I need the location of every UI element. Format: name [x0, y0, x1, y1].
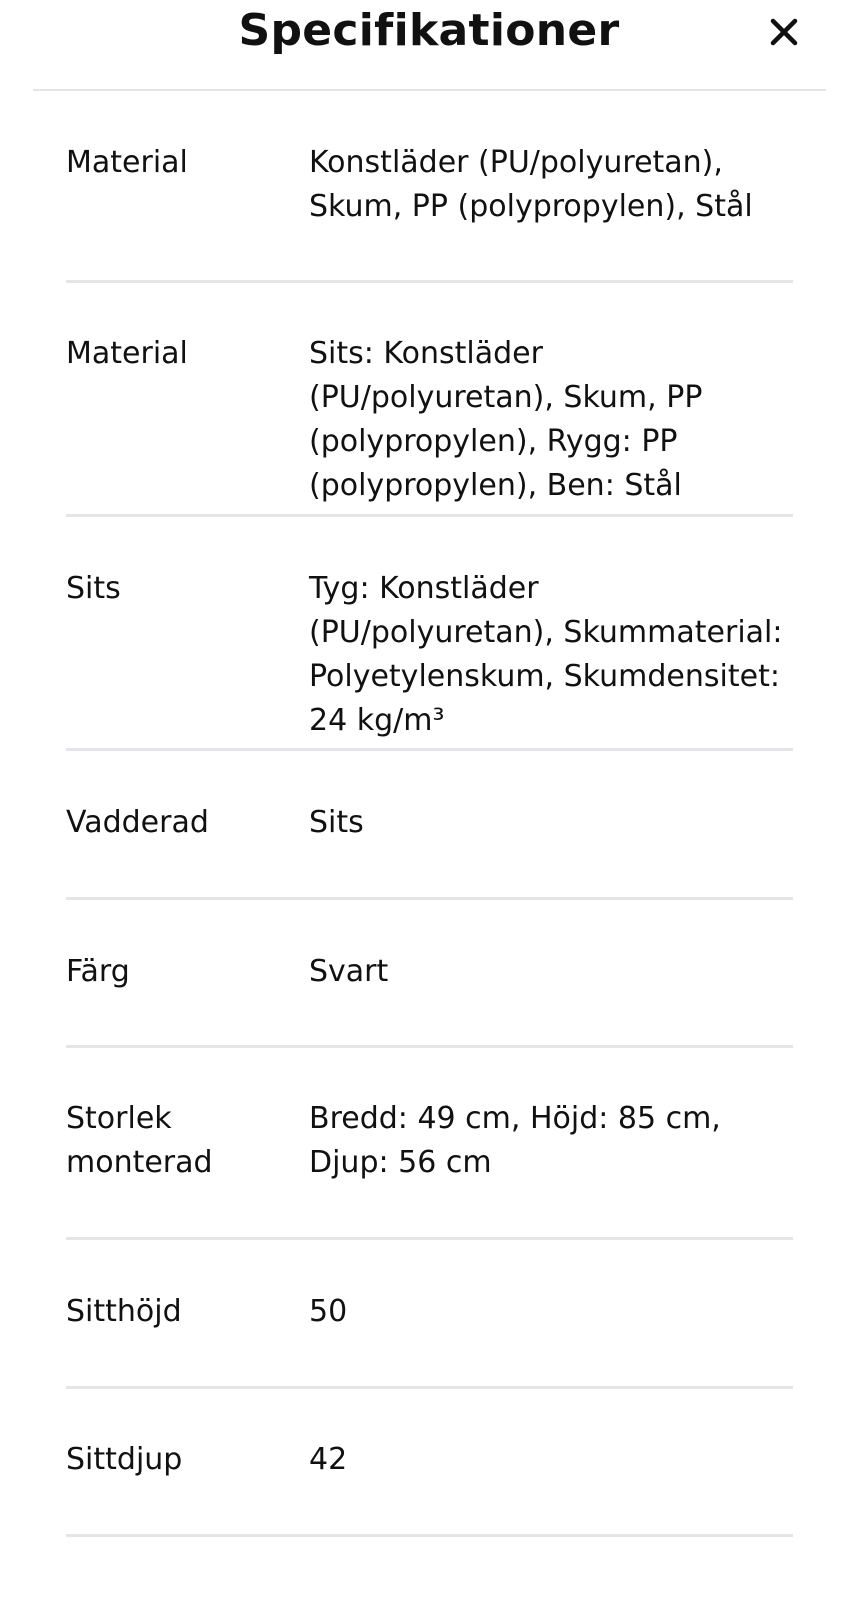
spec-value: 50: [309, 1294, 348, 1329]
spec-label: Sitthöjd: [66, 1294, 182, 1329]
spec-value: 42: [309, 1442, 348, 1477]
spec-label: Sittdjup: [66, 1442, 183, 1477]
close-icon: [764, 12, 804, 52]
modal-header: [0, 0, 858, 90]
spec-value: Tyg: Konstläder (PU/polyuretan), Skummaterial: Polyetylenskum, Skumdensitet: 24 kg/m³: [309, 571, 783, 738]
spec-value: Sits: Konstläder (PU/polyuretan), Skum, PP (polypropylen), Rygg: PP (polypropylen), Ben: Stål: [309, 336, 703, 503]
spec-row-sitthojd: [66, 1240, 793, 1389]
spec-label: Sits: [66, 571, 121, 606]
close-button[interactable]: [764, 12, 804, 52]
spec-row-storlek: [66, 1048, 793, 1240]
spec-label: Storlek monterad: [66, 1101, 213, 1180]
spec-row-material-2: [66, 283, 793, 517]
spec-value: Bredd: 49 cm, Höjd: 85 cm, Djup: 56 cm: [309, 1101, 721, 1180]
spec-label: Vadderad: [66, 805, 209, 840]
spec-row-material-1: [66, 91, 793, 283]
page-title: Specifikationer: [238, 5, 620, 56]
spec-row-farg: [66, 900, 793, 1048]
spec-row-sits: [66, 517, 793, 751]
spec-label: Färg: [66, 954, 130, 989]
spec-row-vadderad: [66, 751, 793, 900]
spec-row-sittdjup: [66, 1389, 793, 1537]
spec-value: Sits: [309, 805, 364, 840]
spec-value: Svart: [309, 954, 389, 989]
spec-value: Konstläder (PU/polyuretan), Skum, PP (polypropylen), Stål: [309, 145, 753, 224]
spec-label: Material: [66, 145, 188, 180]
spec-label: Material: [66, 336, 188, 371]
